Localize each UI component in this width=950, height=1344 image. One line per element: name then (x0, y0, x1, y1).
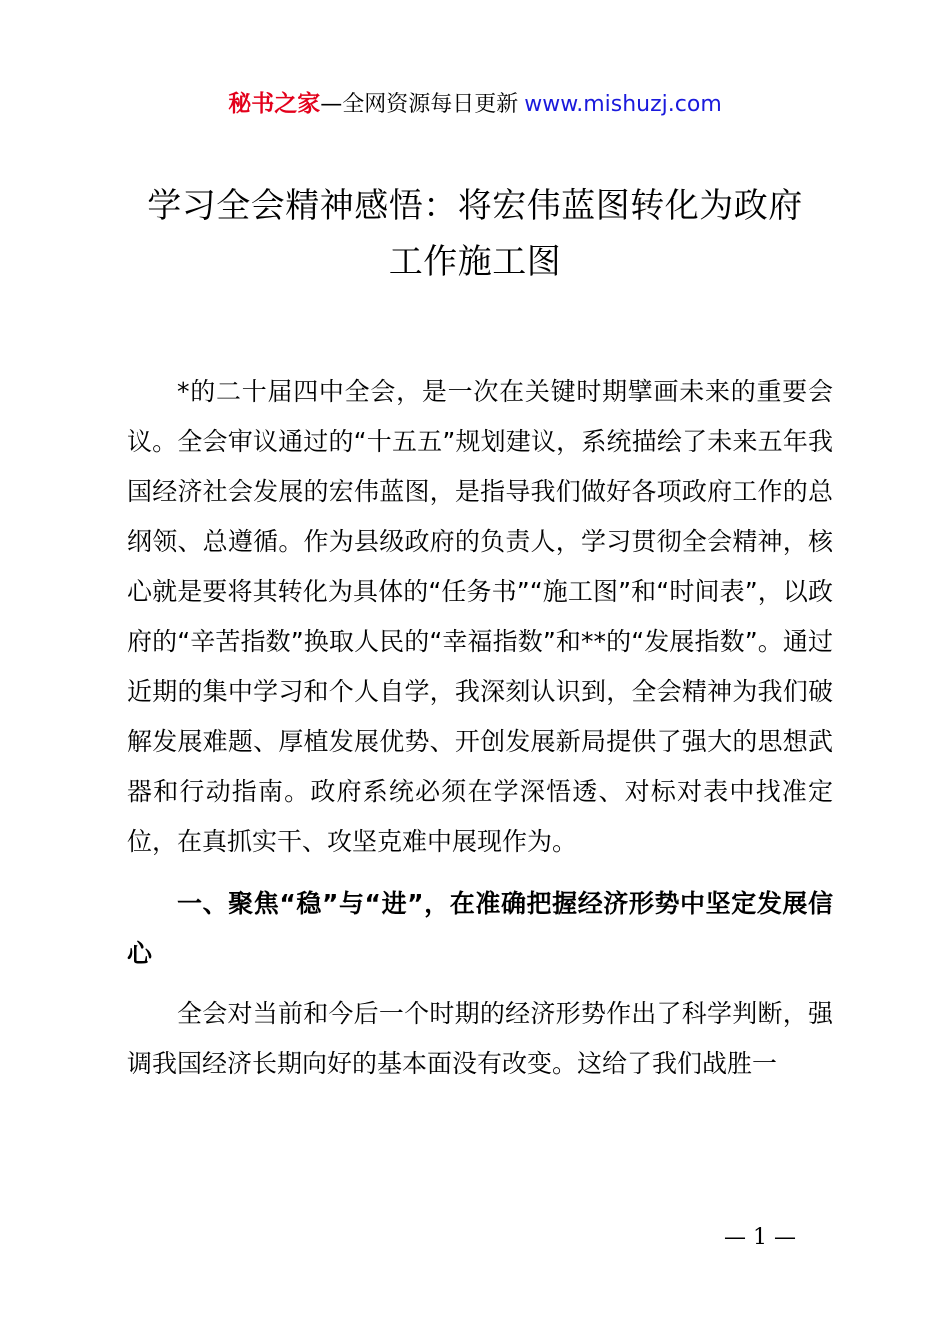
site-brand: 秘书之家 (228, 91, 321, 117)
document-body (127, 367, 833, 1089)
page-number: — 1 — (724, 1225, 796, 1250)
paragraph-intro: *的二十届四中全会，是一次在关键时期擘画未来的重要会议。全会审议通过的“十五五”规划建议，系统描绘了未来五年我国经济社会发展的宏伟蓝图，是指导我们做好各项政府工作的总纲领、总遵循。作为县级政府的负责人，学习贯彻全会精神，核心就是要将其转化为具体的“任务书”“施工图”和“时间表”，以政府的“辛苦指数”换取人民的“幸福指数”和**的“发展指数”。通过近期的集中学习和个人自学，我深刻认识到，全会精神为我们破解发展难题、厚植发展优势、开创发展新局提供了强大的思想武器和行动指南。政府系统必须在学深悟透、对标对表中找准定位，在真抓实干、攻坚克难中展现作为。 (127, 377, 833, 856)
title-line-1: 学习全会精神感悟：将宏伟蓝图转化为政府 (147, 186, 803, 226)
title-line-2: 工作施工图 (388, 242, 562, 282)
section-heading-1: 一、聚焦“稳”与“进”，在准确把握经济形势中坚定发展信心 (127, 889, 833, 968)
site-header (0, 86, 950, 123)
document-title (120, 178, 830, 290)
site-slogan: —全网资源每日更新 (320, 92, 519, 117)
site-url-link[interactable]: www.mishuzj.com (524, 92, 722, 117)
paragraph-section-1: 全会对当前和今后一个时期的经济形势作出了科学判断，强调我国经济长期向好的基本面没有改变。这给了我们战胜一 (127, 999, 833, 1078)
